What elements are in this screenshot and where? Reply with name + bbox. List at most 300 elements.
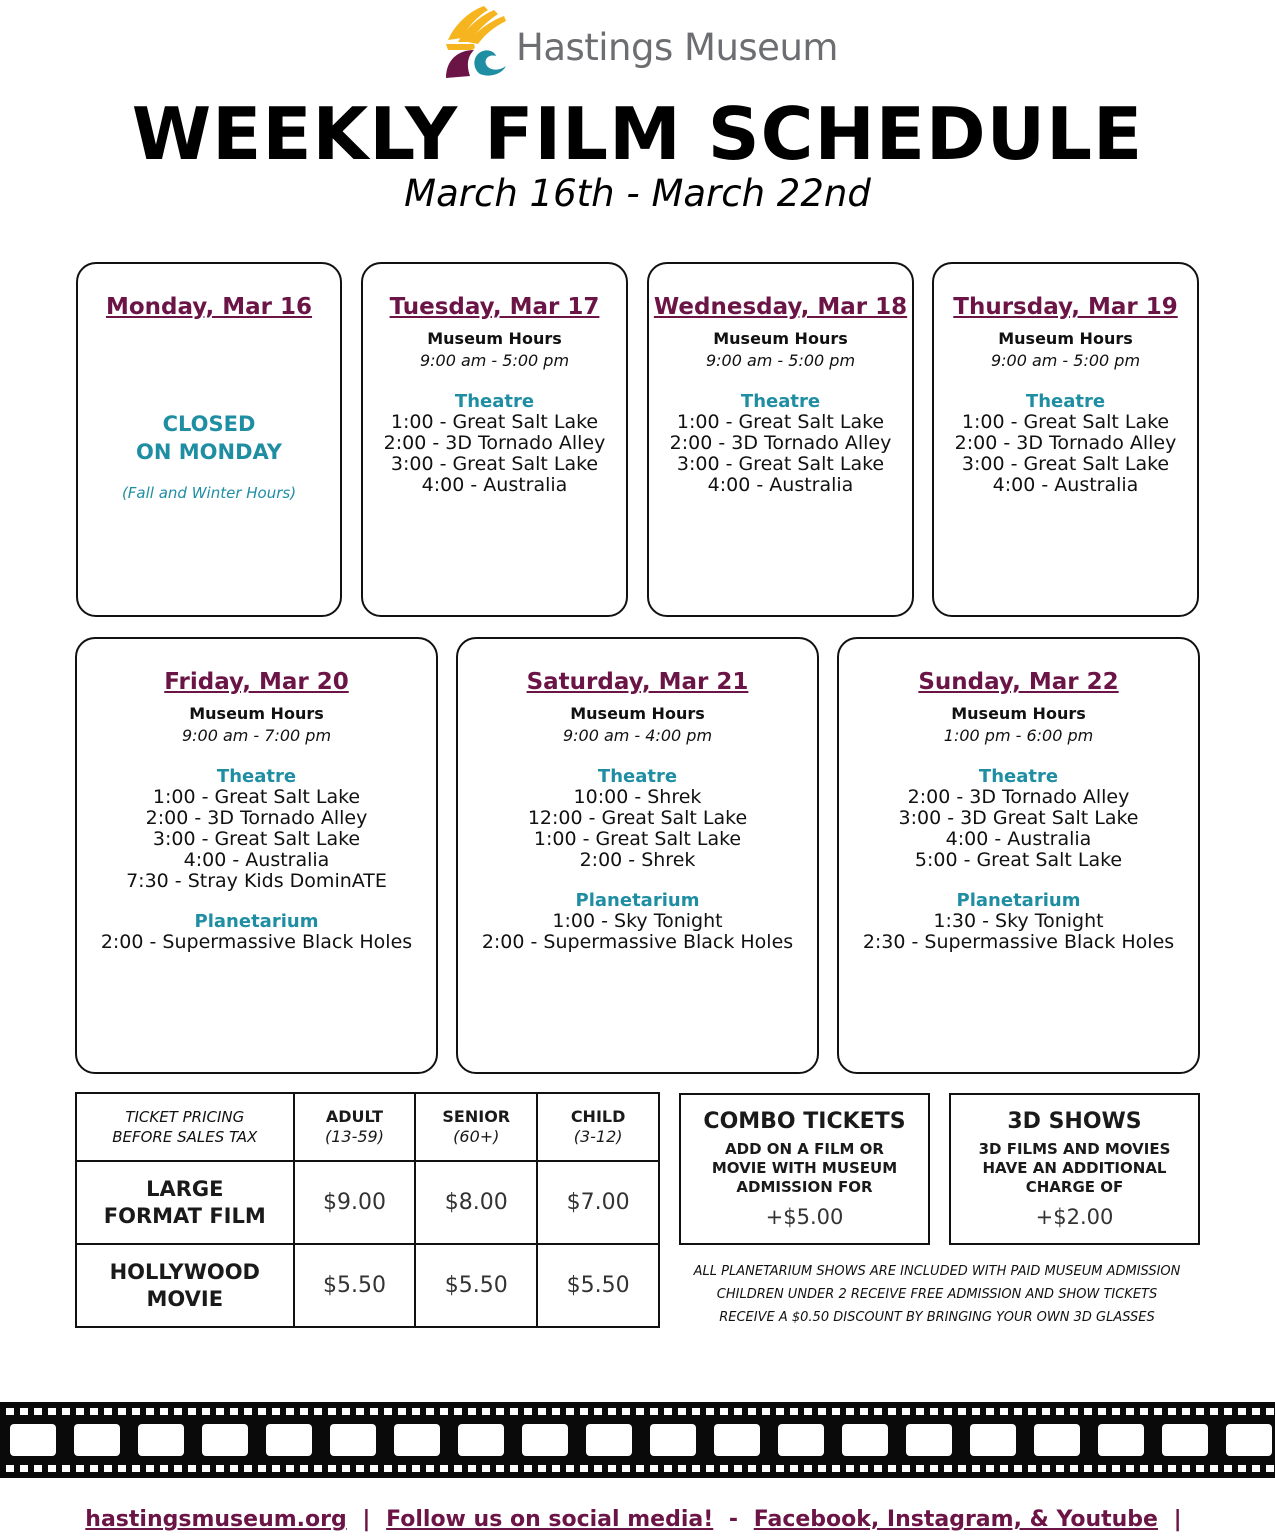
day-title: Friday, Mar 20 <box>164 669 349 695</box>
ticket-pricing-table <box>75 1092 660 1328</box>
film-perforation <box>496 1465 504 1472</box>
film-perforation <box>1154 1465 1162 1472</box>
film-perforation <box>552 1408 560 1415</box>
film-perforation <box>706 1465 714 1472</box>
table-row <box>76 1161 659 1244</box>
film-perforation <box>286 1465 294 1472</box>
film-perforation <box>1028 1465 1036 1472</box>
combo-description: ADD ON A FILM OR MOVIE WITH MUSEUM ADMISSION FOR <box>711 1140 898 1196</box>
film-perforation <box>1084 1408 1092 1415</box>
film-perforation <box>902 1465 910 1472</box>
film-perforation <box>76 1465 84 1472</box>
table-row <box>76 1244 659 1327</box>
column-header-adult: ADULT (13-59) <box>294 1093 416 1161</box>
film-perforation <box>160 1408 168 1415</box>
price-cell: $5.50 <box>415 1244 537 1327</box>
film-perforation <box>398 1465 406 1472</box>
film-perforation <box>1042 1465 1050 1472</box>
film-perforation <box>370 1465 378 1472</box>
film-perforation <box>132 1465 140 1472</box>
film-perforation <box>1182 1465 1190 1472</box>
film-perforation <box>1238 1408 1246 1415</box>
film-perforation <box>1000 1465 1008 1472</box>
film-perforation <box>1224 1465 1232 1472</box>
museum-logo-icon <box>444 4 514 78</box>
museum-hours: 9:00 am - 5:00 pm <box>705 351 856 370</box>
film-perforation <box>888 1465 896 1472</box>
film-perforation <box>20 1465 28 1472</box>
showtime: 2:00 - Supermassive Black Holes <box>100 931 413 953</box>
film-perforation <box>888 1408 896 1415</box>
film-perforation <box>538 1408 546 1415</box>
film-perforation <box>384 1465 392 1472</box>
theatre-heading: Theatre <box>454 391 535 412</box>
film-perforation <box>1014 1408 1022 1415</box>
museum-hours-label: Museum Hours <box>713 329 848 348</box>
film-perforation <box>1266 1465 1274 1472</box>
museum-hours: 9:00 am - 4:00 pm <box>562 726 713 745</box>
film-perforation <box>300 1465 308 1472</box>
column-header-senior: SENIOR (60+) <box>415 1093 537 1161</box>
film-perforation <box>202 1465 210 1472</box>
film-perforation <box>580 1465 588 1472</box>
film-perforation <box>972 1465 980 1472</box>
theatre-heading: Theatre <box>740 391 821 412</box>
showtime: 1:00 - Great Salt Lake <box>961 411 1170 433</box>
film-perforation <box>76 1408 84 1415</box>
date-range: March 16th - March 22nd <box>404 172 871 215</box>
showtime: 1:00 - Great Salt Lake <box>676 411 885 433</box>
film-perforation <box>594 1408 602 1415</box>
film-perforation <box>762 1465 770 1472</box>
film-perforation <box>1252 1465 1260 1472</box>
film-perforation <box>272 1465 280 1472</box>
film-perforation <box>1098 1465 1106 1472</box>
showtime: 4:00 - Australia <box>707 474 854 496</box>
day-card-tuesday <box>361 262 628 617</box>
film-perforation <box>1014 1465 1022 1472</box>
film-perforation <box>20 1408 28 1415</box>
day-card-thursday <box>932 262 1199 617</box>
showtime: 1:00 - Great Salt Lake <box>390 411 599 433</box>
film-frame <box>1034 1424 1080 1456</box>
day-card-monday <box>76 262 342 617</box>
film-perforation <box>1042 1408 1050 1415</box>
film-perforation <box>34 1465 42 1472</box>
film-perforation <box>552 1465 560 1472</box>
film-perforation <box>1266 1408 1274 1415</box>
film-perforation <box>328 1465 336 1472</box>
film-perforation <box>370 1408 378 1415</box>
film-perforation <box>398 1408 406 1415</box>
film-perforation <box>692 1465 700 1472</box>
film-perforation <box>1238 1465 1246 1472</box>
film-perforation <box>244 1408 252 1415</box>
showtime: 10:00 - Shrek <box>573 786 702 808</box>
film-frame <box>1226 1424 1272 1456</box>
showtime: 4:00 - Australia <box>183 849 330 871</box>
film-frame <box>330 1424 376 1456</box>
film-perforation <box>748 1408 756 1415</box>
closed-note: (Fall and Winter Hours) <box>121 484 297 502</box>
film-perforation <box>958 1408 966 1415</box>
column-header-child: CHILD (3-12) <box>537 1093 659 1161</box>
day-card-saturday <box>456 637 819 1074</box>
film-perforation <box>468 1408 476 1415</box>
showtime: 3:00 - Great Salt Lake <box>390 453 599 475</box>
theatre-heading: Theatre <box>597 766 678 787</box>
museum-hours: 1:00 pm - 6:00 pm <box>943 726 1094 745</box>
film-perforation <box>188 1465 196 1472</box>
film-perforation <box>692 1408 700 1415</box>
day-title: Tuesday, Mar 17 <box>389 294 600 320</box>
film-perforation <box>188 1408 196 1415</box>
film-frame <box>586 1424 632 1456</box>
museum-hours: 9:00 am - 7:00 pm <box>181 726 332 745</box>
showtime: 1:00 - Sky Tonight <box>552 910 723 932</box>
film-perforation <box>216 1408 224 1415</box>
film-perforation <box>146 1408 154 1415</box>
combo-tickets-box <box>679 1093 930 1245</box>
film-perforation <box>1056 1465 1064 1472</box>
film-perforation <box>608 1465 616 1472</box>
film-perforation <box>1070 1408 1078 1415</box>
film-perforation <box>384 1408 392 1415</box>
film-perforation <box>496 1408 504 1415</box>
footer-links: hastingsmuseum.org | Follow us on social media! - Facebook, Instagram, & Youtube | <box>85 1507 1182 1532</box>
film-perforation <box>790 1408 798 1415</box>
film-perforation <box>62 1465 70 1472</box>
film-perforation <box>6 1465 14 1472</box>
film-perforation <box>902 1408 910 1415</box>
film-perforation <box>1140 1465 1148 1472</box>
film-perforation <box>986 1465 994 1472</box>
film-frame <box>74 1424 120 1456</box>
film-perforation <box>1000 1408 1008 1415</box>
film-perforation <box>244 1465 252 1472</box>
film-perforation <box>1098 1408 1106 1415</box>
film-frame <box>458 1424 504 1456</box>
film-perforation <box>146 1465 154 1472</box>
note-line: RECEIVE A $0.50 DISCOUNT BY BRINGING YOUR OWN 3D GLASSES <box>719 1310 1155 1325</box>
museum-hours-label: Museum Hours <box>998 329 1133 348</box>
showtime: 2:00 - Supermassive Black Holes <box>481 931 794 953</box>
museum-hours-label: Museum Hours <box>189 704 324 723</box>
pricing-note-cell: TICKET PRICING BEFORE SALES TAX <box>76 1093 294 1161</box>
showtime: 1:30 - Sky Tonight <box>933 910 1104 932</box>
film-frame <box>522 1424 568 1456</box>
film-perforation <box>104 1408 112 1415</box>
showtime: 3:00 - Great Salt Lake <box>961 453 1170 475</box>
showtime: 2:00 - 3D Tornado Alley <box>145 807 368 829</box>
film-perforation <box>832 1408 840 1415</box>
note-line: ALL PLANETARIUM SHOWS ARE INCLUDED WITH PAID MUSEUM ADMISSION <box>693 1264 1181 1279</box>
showtime: 5:00 - Great Salt Lake <box>914 849 1123 871</box>
film-perforation <box>90 1408 98 1415</box>
film-perforation <box>132 1408 140 1415</box>
film-perforation <box>440 1465 448 1472</box>
film-perforation <box>734 1465 742 1472</box>
film-frame <box>202 1424 248 1456</box>
film-frame <box>266 1424 312 1456</box>
film-perforation <box>678 1408 686 1415</box>
row-label: HOLLYWOOD MOVIE <box>76 1244 294 1327</box>
showtime: 4:00 - Australia <box>992 474 1139 496</box>
film-perforation <box>930 1408 938 1415</box>
day-title: Sunday, Mar 22 <box>918 669 1119 695</box>
film-frame <box>1098 1424 1144 1456</box>
film-perforation <box>566 1408 574 1415</box>
day-title: Saturday, Mar 21 <box>526 669 749 695</box>
film-perforation <box>202 1408 210 1415</box>
theatre-heading: Theatre <box>978 766 1059 787</box>
film-perforation <box>426 1465 434 1472</box>
website-link[interactable]: hastingsmuseum.org <box>85 1507 347 1532</box>
film-perforation <box>90 1465 98 1472</box>
film-frame <box>778 1424 824 1456</box>
film-frame <box>970 1424 1016 1456</box>
film-perforation <box>342 1408 350 1415</box>
film-perforation <box>216 1465 224 1472</box>
film-perforation <box>1154 1408 1162 1415</box>
film-frame <box>906 1424 952 1456</box>
film-perforation <box>748 1465 756 1472</box>
film-frame <box>842 1424 888 1456</box>
day-card-friday <box>75 637 438 1074</box>
film-perforation <box>454 1465 462 1472</box>
film-perforation <box>1210 1465 1218 1472</box>
film-frame <box>394 1424 440 1456</box>
showtime: 4:00 - Australia <box>421 474 568 496</box>
day-title: Thursday, Mar 19 <box>953 294 1178 320</box>
showtime: 2:00 - 3D Tornado Alley <box>383 432 606 454</box>
3d-shows-title: 3D SHOWS <box>1007 1109 1142 1134</box>
film-perforation <box>314 1408 322 1415</box>
film-frame <box>138 1424 184 1456</box>
film-perforation <box>48 1408 56 1415</box>
film-perforation <box>510 1465 518 1472</box>
film-perforation <box>846 1465 854 1472</box>
showtime: 2:00 - 3D Tornado Alley <box>907 786 1130 808</box>
showtime: 3:00 - 3D Great Salt Lake <box>898 807 1139 829</box>
showtime: 7:30 - Stray Kids DominATE <box>126 870 387 892</box>
admission-notes <box>672 1260 1202 1329</box>
price-cell: $5.50 <box>537 1244 659 1327</box>
price-cell: $5.50 <box>294 1244 416 1327</box>
film-perforation <box>482 1465 490 1472</box>
film-perforation <box>1112 1465 1120 1472</box>
film-frame <box>714 1424 760 1456</box>
film-perforation <box>524 1408 532 1415</box>
showtime: 2:00 - 3D Tornado Alley <box>954 432 1177 454</box>
film-perforation <box>1126 1465 1134 1472</box>
museum-logo[interactable] <box>444 4 844 78</box>
film-perforation <box>944 1408 952 1415</box>
film-perforation <box>636 1465 644 1472</box>
film-perforation <box>356 1465 364 1472</box>
social-media-links[interactable]: Facebook, Instagram, & Youtube <box>753 1507 1158 1532</box>
showtime: 3:00 - Great Salt Lake <box>152 828 361 850</box>
film-frame <box>650 1424 696 1456</box>
showtime: 1:00 - Great Salt Lake <box>152 786 361 808</box>
film-perforation <box>622 1408 630 1415</box>
film-perforation <box>286 1408 294 1415</box>
film-perforation <box>986 1408 994 1415</box>
film-perforation <box>874 1408 882 1415</box>
museum-hours-label: Museum Hours <box>951 704 1086 723</box>
film-perforation <box>650 1408 658 1415</box>
film-perforation <box>62 1408 70 1415</box>
film-perforation <box>272 1408 280 1415</box>
film-perforation <box>1084 1465 1092 1472</box>
film-strip-decoration <box>0 1402 1275 1478</box>
film-perforation <box>1028 1408 1036 1415</box>
film-perforation <box>118 1465 126 1472</box>
film-perforation <box>440 1408 448 1415</box>
closed-notice: CLOSED ON MONDAY <box>136 412 282 464</box>
showtime: 12:00 - Great Salt Lake <box>527 807 748 829</box>
theatre-heading: Theatre <box>216 766 297 787</box>
film-perforation <box>1196 1465 1204 1472</box>
planetarium-heading: Planetarium <box>956 890 1081 911</box>
film-perforation <box>230 1408 238 1415</box>
film-perforation <box>818 1465 826 1472</box>
combo-price: +$5.00 <box>765 1205 844 1229</box>
follow-text: Follow us on social media! <box>386 1507 714 1532</box>
film-perforation <box>664 1408 672 1415</box>
film-perforation <box>1210 1408 1218 1415</box>
day-title: Monday, Mar 16 <box>105 294 313 320</box>
film-perforation <box>958 1465 966 1472</box>
price-cell: $9.00 <box>294 1161 416 1244</box>
film-perforation <box>454 1408 462 1415</box>
showtime: 4:00 - Australia <box>945 828 1092 850</box>
3d-shows-price: +$2.00 <box>1035 1205 1114 1229</box>
film-perforation <box>174 1408 182 1415</box>
film-perforation <box>300 1408 308 1415</box>
film-perforation <box>1252 1408 1260 1415</box>
museum-name: Hastings Museum <box>516 26 838 69</box>
film-perforation <box>412 1408 420 1415</box>
film-perforation <box>720 1465 728 1472</box>
film-perforation <box>972 1408 980 1415</box>
film-perforation <box>524 1465 532 1472</box>
film-perforation <box>1168 1465 1176 1472</box>
film-perforation <box>258 1408 266 1415</box>
film-perforation <box>804 1408 812 1415</box>
film-perforation <box>6 1408 14 1415</box>
museum-hours: 9:00 am - 5:00 pm <box>990 351 1141 370</box>
film-perforation <box>720 1408 728 1415</box>
film-perforation <box>678 1465 686 1472</box>
price-cell: $7.00 <box>537 1161 659 1244</box>
film-perforation <box>426 1408 434 1415</box>
film-perforation <box>1224 1408 1232 1415</box>
film-perforation <box>804 1465 812 1472</box>
page-title: WEEKLY FILM SCHEDULE <box>131 92 1144 176</box>
film-perforation <box>874 1465 882 1472</box>
film-perforation <box>580 1408 588 1415</box>
film-perforation <box>734 1408 742 1415</box>
film-perforation <box>328 1408 336 1415</box>
row-label: LARGE FORMAT FILM <box>76 1161 294 1244</box>
film-perforation <box>342 1465 350 1472</box>
film-perforation <box>944 1465 952 1472</box>
day-card-sunday <box>837 637 1200 1074</box>
film-perforation <box>650 1465 658 1472</box>
planetarium-heading: Planetarium <box>194 911 319 932</box>
film-perforation <box>622 1465 630 1472</box>
film-perforation <box>1168 1408 1176 1415</box>
film-perforation <box>916 1465 924 1472</box>
film-perforation <box>608 1408 616 1415</box>
combo-title: COMBO TICKETS <box>703 1109 906 1134</box>
film-perforation <box>566 1465 574 1472</box>
showtime: 2:00 - Shrek <box>579 849 696 871</box>
film-perforation <box>160 1465 168 1472</box>
day-title: Wednesday, Mar 18 <box>653 294 908 320</box>
film-perforation <box>258 1465 266 1472</box>
film-perforation <box>104 1465 112 1472</box>
film-perforation <box>860 1465 868 1472</box>
film-perforation <box>846 1408 854 1415</box>
film-perforation <box>1112 1408 1120 1415</box>
film-perforation <box>1070 1465 1078 1472</box>
film-perforation <box>356 1408 364 1415</box>
planetarium-heading: Planetarium <box>575 890 700 911</box>
film-perforation <box>762 1408 770 1415</box>
film-perforation <box>818 1408 826 1415</box>
price-cell: $8.00 <box>415 1161 537 1244</box>
museum-hours-label: Museum Hours <box>427 329 562 348</box>
film-perforation <box>314 1465 322 1472</box>
day-card-wednesday <box>647 262 914 617</box>
film-perforation <box>594 1465 602 1472</box>
museum-hours-label: Museum Hours <box>570 704 705 723</box>
3d-shows-description: 3D FILMS AND MOVIES HAVE AN ADDITIONAL CHARGE OF <box>978 1140 1171 1196</box>
film-perforation <box>832 1465 840 1472</box>
showtime: 3:00 - Great Salt Lake <box>676 453 885 475</box>
film-perforation <box>790 1465 798 1472</box>
film-perforation <box>636 1408 644 1415</box>
showtime: 2:00 - 3D Tornado Alley <box>669 432 892 454</box>
table-header-row <box>76 1093 659 1161</box>
3d-shows-box <box>949 1093 1200 1245</box>
film-perforation <box>118 1408 126 1415</box>
museum-hours: 9:00 am - 5:00 pm <box>419 351 570 370</box>
film-perforation <box>664 1465 672 1472</box>
film-perforation <box>776 1465 784 1472</box>
film-perforation <box>1196 1408 1204 1415</box>
film-perforation <box>48 1465 56 1472</box>
film-perforation <box>230 1465 238 1472</box>
film-frame <box>10 1424 56 1456</box>
film-perforation <box>860 1408 868 1415</box>
film-perforation <box>538 1465 546 1472</box>
showtime: 2:30 - Supermassive Black Holes <box>862 931 1175 953</box>
film-perforation <box>1056 1408 1064 1415</box>
film-perforation <box>1140 1408 1148 1415</box>
film-perforation <box>482 1408 490 1415</box>
film-perforation <box>510 1408 518 1415</box>
note-line: CHILDREN UNDER 2 RECEIVE FREE ADMISSION AND SHOW TICKETS <box>716 1287 1158 1302</box>
film-perforation <box>468 1465 476 1472</box>
film-perforation <box>776 1408 784 1415</box>
theatre-heading: Theatre <box>1025 391 1106 412</box>
showtime: 1:00 - Great Salt Lake <box>533 828 742 850</box>
film-perforation <box>412 1465 420 1472</box>
film-perforation <box>1182 1408 1190 1415</box>
